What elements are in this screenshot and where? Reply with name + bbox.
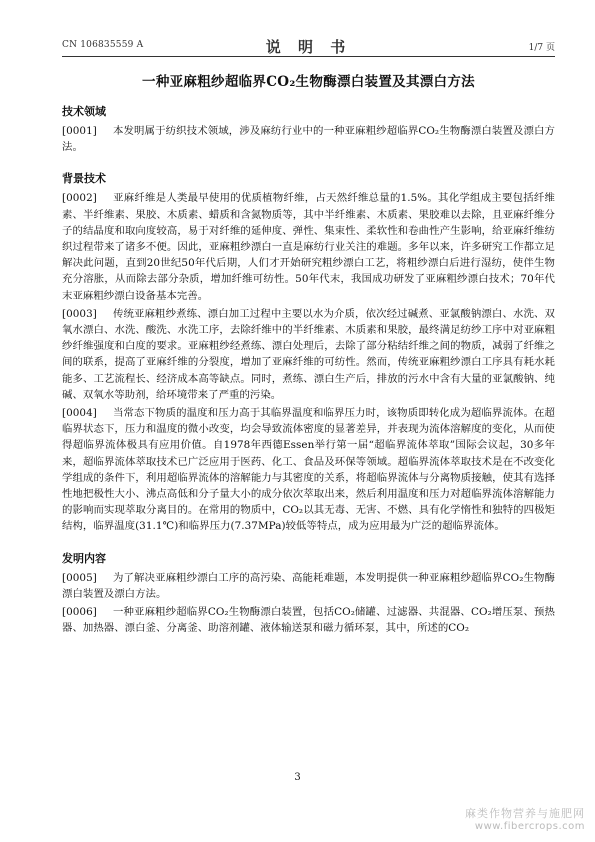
section-heading-invention: 发明内容 [62,551,106,565]
paragraph-number: [0006] [62,606,97,619]
paragraph [62,190,555,303]
page-indicator: 1/7 页 [528,43,555,53]
paragraph-text: 亚麻纤维是人类最早使用的优质植物纤维，占天然纤维总量的1.5%。其化学组成主要包括纤维素、半纤维素、果胶、木质素、蜡质和含氮物质等，其中半纤维素、木质素、果胶难以去除，且亚麻纤维分子的结晶度和取向度较高，易于对纤维的延伸度、弹性、集束性、柔软性和卷曲性产生影响，给亚麻纤维纺织过程带来了诸多不便。因此，亚麻粗纱漂白一直是麻纺行业关注的难题。多年以来，许多研究工作都立足解决此问题，直到20世纪50年代后期，人们才开始研究粗纱漂白工艺，将粗纱漂白后进行湿纺，使伴生物充分溶胀，从而除去部分杂质，增加纤维可纺性。50年代末，我国成功研发了亚麻粗纱漂白技术；70年代末亚麻粗纱漂白设备基本完善。 [62,192,555,302]
paragraph-text: 一种亚麻粗纱超临界CO₂生物酶漂白装置，包括CO₂储罐、过滤器、共混器、CO₂增压泵、预热器、加热器、漂白釜、分离釜、助溶剂罐、液体输送泵和磁力循环泵，其中，所述的CO₂ [62,606,555,635]
paragraph-number: [0003] [62,307,97,320]
document-title: 一种亚麻粗纱超临界CO₂生物酶漂白装置及其漂白方法 [142,74,475,90]
watermark-url: www.fibercrops.com [474,821,585,832]
paragraph [62,570,555,602]
header-divider [62,56,555,57]
paragraph-number: [0001] [62,125,97,137]
paragraph [62,123,555,155]
publication-number: CN 106835559 A [62,40,144,50]
section-heading-background: 背景技术 [62,172,106,186]
paragraph [62,306,555,403]
paragraph [62,604,555,636]
document-body [62,104,555,638]
watermark [465,805,585,832]
document-type: 说 明 书 [265,38,352,56]
paragraph-text: 传统亚麻粗纱煮练、漂白加工过程中主要以水为介质，依次经过碱煮、亚氯酸钠漂白、水洗、双氧水漂白、水洗、酸洗、水洗工序，去除纤维中的半纤维素、木质素和果胶，最终满足纺纱工序中对亚麻粗纱纤维强度和白度的要求。亚麻粗纱经煮练、漂白处理后，去除了部分粘结纤维之间的物质，减弱了纤维之间的联系，提高了亚麻纤维的分裂度，增加了亚麻纤维的可纺性。然而，传统亚麻粗纱漂白工序具有耗水耗能多、工艺流程长、经济成本高等缺点。同时，煮练、漂白生产后，排放的污水中含有大量的亚氯酸钠、纯碱、双氧水等助剂，给环境带来了严重的污染。 [62,307,555,401]
page-header [62,36,555,54]
paragraph-text: 本发明属于纺织技术领域，涉及麻纺行业中的一种亚麻粗纱超临界CO₂生物酶漂白装置及漂白方法。 [62,125,555,154]
paragraph-text: 为了解决亚麻粗纱漂白工序的高污染、高能耗难题，本发明提供一种亚麻粗纱超临界CO₂生物酶漂白装置及漂白方法。 [62,571,555,600]
paragraph-number: [0004] [62,407,97,420]
paragraph-number: [0002] [62,192,97,205]
watermark-title: 麻类作物营养与施肥网 [465,807,585,820]
page-number: 3 [294,772,301,783]
paragraph [62,405,555,535]
paragraph-text: 当常态下物质的温度和压力高于其临界温度和临界压力时，该物质即转化成为超临界流体。在超临界状态下，压力和温度的微小改变，均会导致流体密度的显著差异，并表现为流体溶解度的变化，从而使得超临界流体极具有应用价值。自1978年西德Essen举行第一届“超临界流体萃取”国际会议起，30多年来，超临界流体萃取技术已广泛应用于医药、化工、食品及环保等领域。超临界流体萃取技术是在不改变化学组成的条件下，利用超临界流体的溶解能力与其密度的关系，将超临界流体与分离物质接触，使其有选择性地把极性大小、沸点高低和分子量大小的成分依次萃取出来，然后利用温度和压力对超临界流体溶解能力的影响而实现萃取分离目的。在常用的物质中，CO₂以其无毒、无害、不燃、具有化学惰性和独特的四极矩结构，临界温度(31.1℃)和临界压力(7.37MPa)较低等特点，成为应用最为广泛的超临界流体。 [62,407,555,533]
paragraph-number: [0005] [62,571,97,584]
section-heading-field: 技术领域 [62,105,106,118]
